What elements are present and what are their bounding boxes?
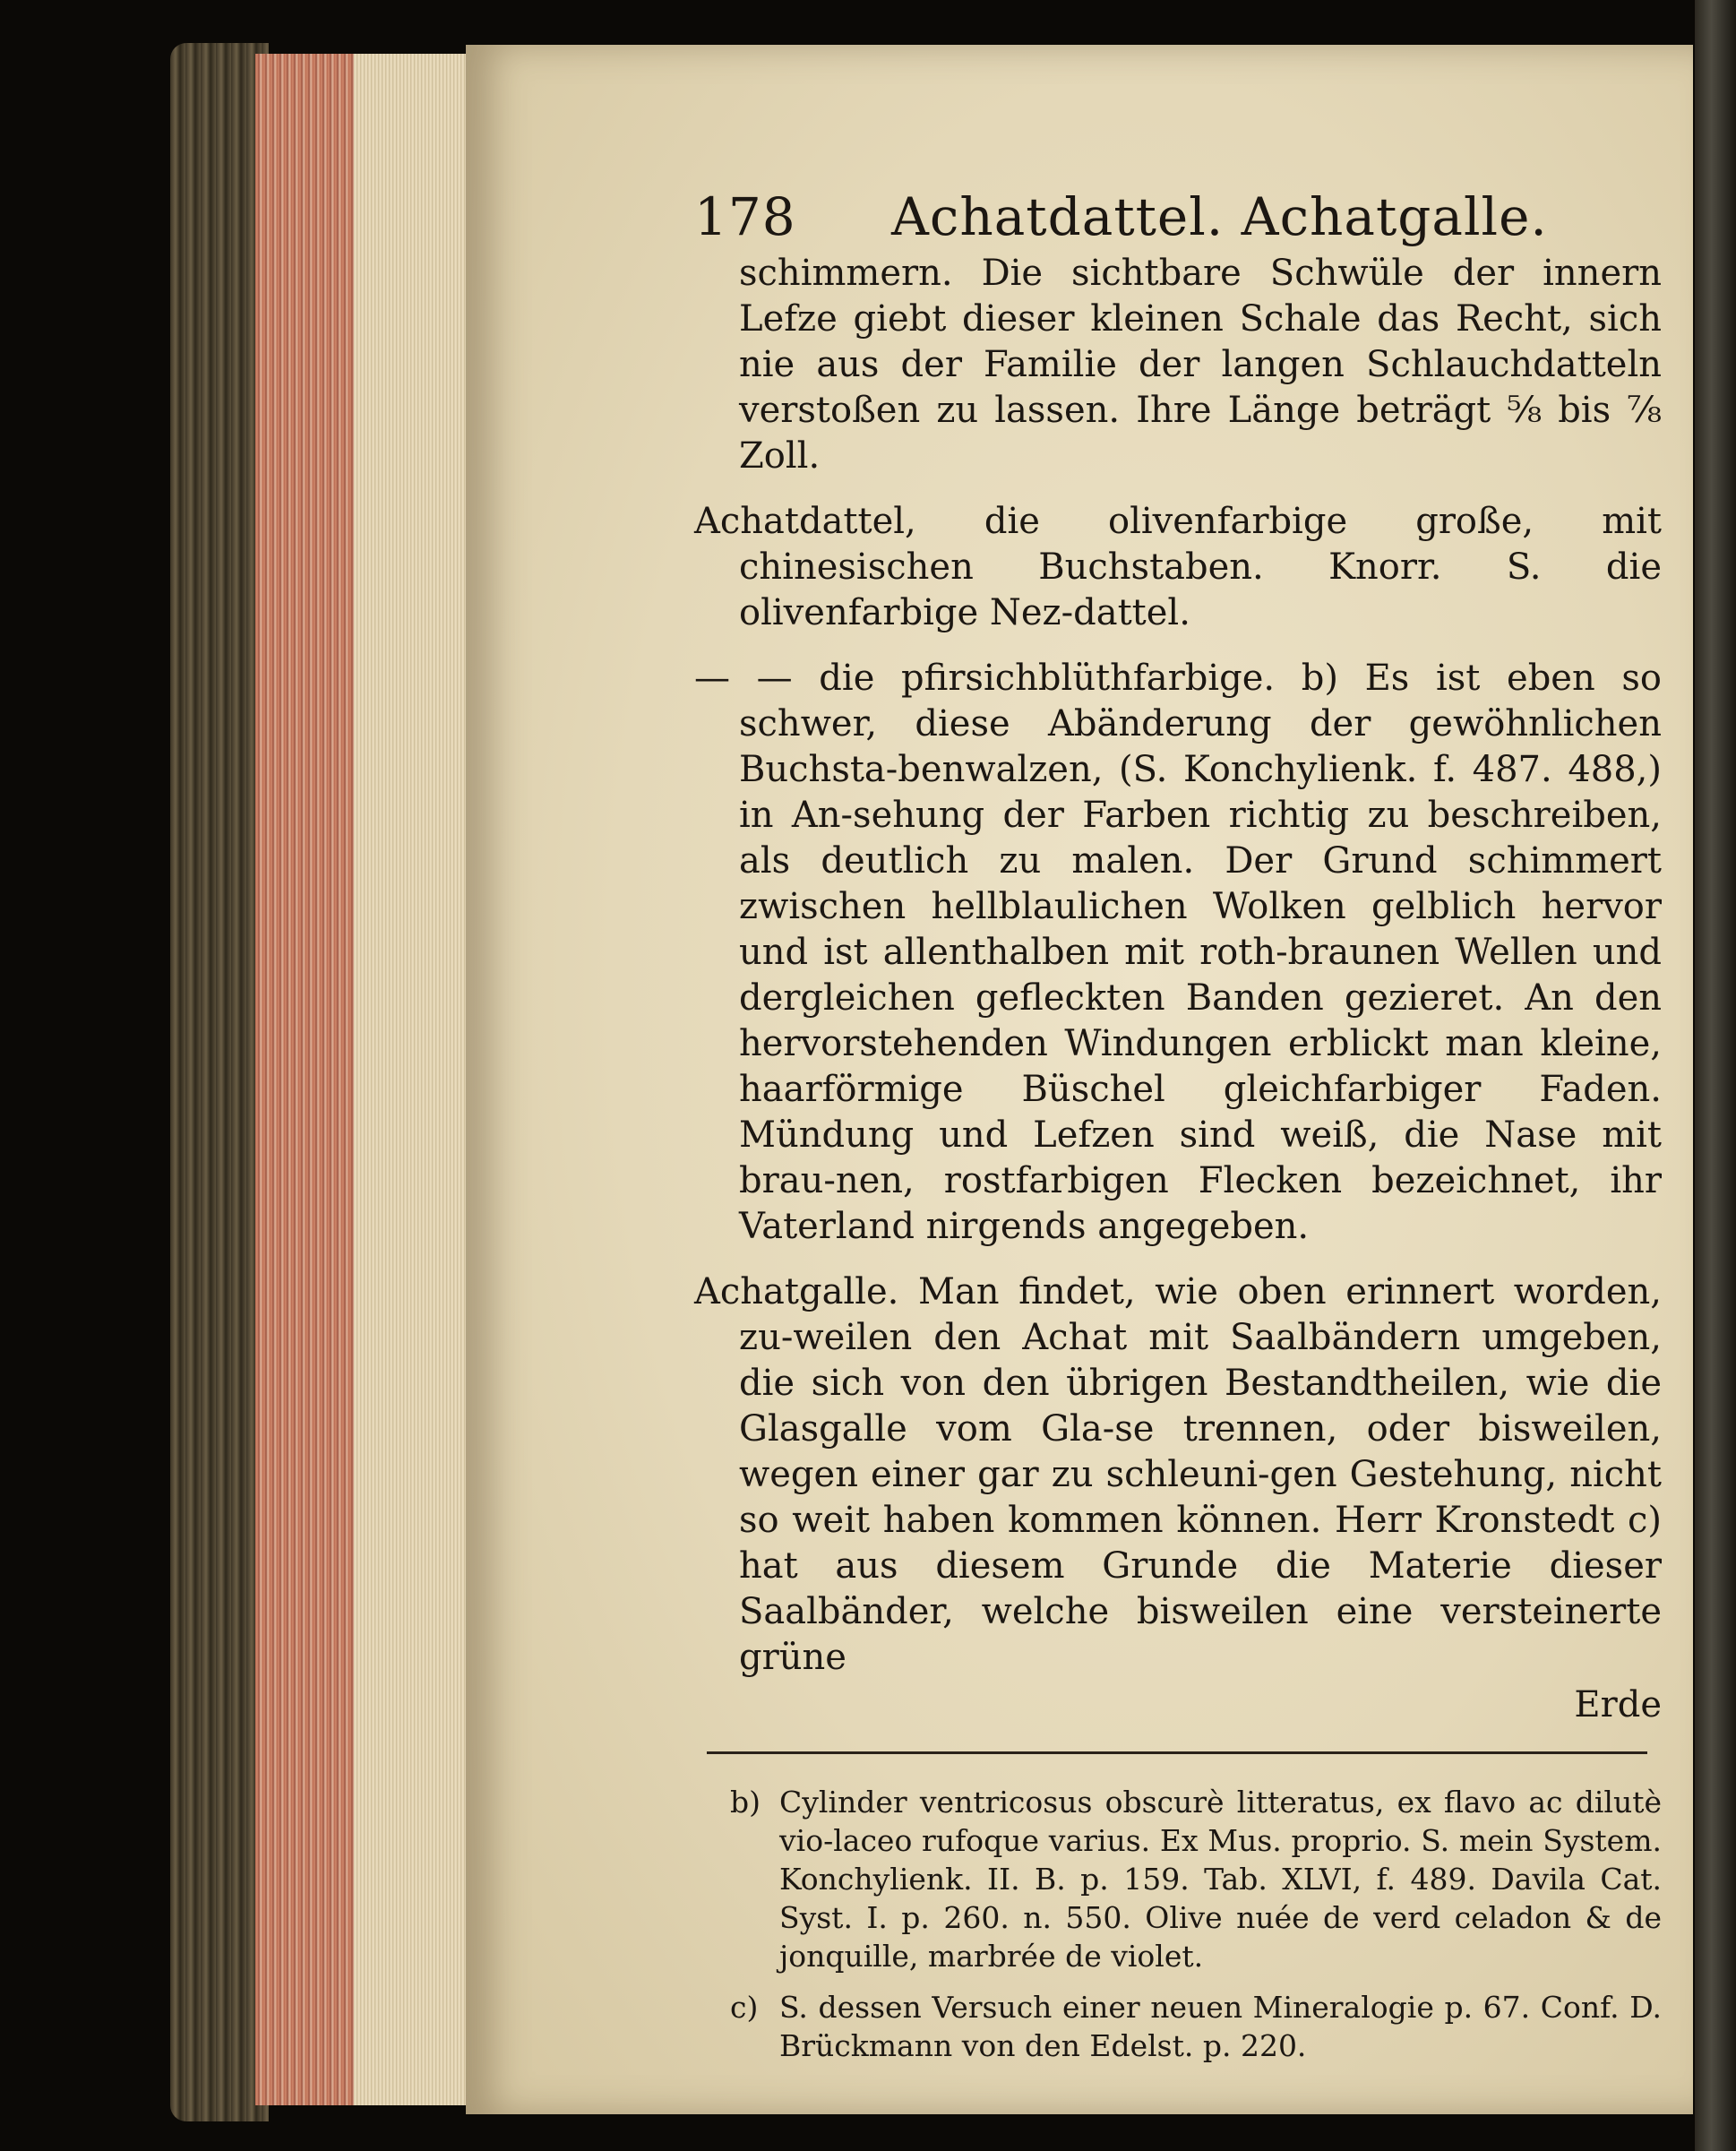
facing-page-edge (1695, 0, 1736, 2151)
footnote-b (730, 1783, 1662, 1975)
page-content (694, 179, 1662, 2078)
footnote-rule (707, 1751, 1647, 1754)
page-edges (255, 54, 470, 2105)
entry-achatgalle: Achatgalle. Man findet, wie oben erinnert worden, zu-weilen den Achat mit Saalbändern umgeben, die sich von den übrigen Bestandtheilen, wie die Glasgalle vom Gla-se trennen, oder bisweilen, wegen einer gar zu schleuni-gen Gestehung, nicht so weit haben kommen können. Herr Kronstedt c) hat aus diesem Grunde die Materie dieser Saalbänder, welche bisweilen eine versteinerte grüne (694, 1271, 1662, 1678)
footnote-mark: c) (730, 1990, 759, 2025)
footnote-text: Cylinder ventricosus obscurè litteratus, ex flavo ac dilutè vio-laceo rufoque varius. Ex Mus. proprio. S. mein System. Konchylienk. II. B. p. 159. Tab. XLVI, f. 489. Davila Cat. Syst. I. p. 260. n. 550. Olive nuée de verd celadon & de jonquille, marbrée de violet. (779, 1785, 1662, 1974)
footnotes (694, 1783, 1662, 2065)
footnote-mark: b) (730, 1785, 761, 1820)
footnote-text: S. dessen Versuch einer neuen Mineralogie p. 67. Conf. D. Brückmann von den Edelst. p. 220. (779, 1990, 1662, 2063)
entry-pfirsichbluethfarbige: — — die pfirsichblüthfarbige. b) Es ist eben so schwer, diese Abänderung der gewöhnlichen Buchsta-benwalzen, (S. Konchylienk. f. 487. 488,) in An-sehung der Farben richtig zu beschreiben, als deutlich zu malen. Der Grund schimmert zwischen hellblaulichen Wolken gelblich hervor und ist allenthalben mit roth-braunen Wellen und dergleichen gefleckten Banden gezieret. An den hervorstehenden Windungen erblickt man kleine, haarförmige Büschel gleichfarbiger Faden. Mündung und Lefzen sind weiß, die Nase mit brau-nen, rostfarbigen Flecken bezeichnet, ihr Vaterland nirgends angegeben. (694, 658, 1662, 1247)
paragraph-continuation: schimmern. Die sichtbare Schwüle der innern Lefze giebt dieser kleinen Schale das Recht, sich nie aus der Familie der langen Schlauchdatteln verstoßen zu lassen. Ihre Länge beträgt ⅝ bis ⅞ Zoll. (739, 253, 1662, 477)
running-header (694, 179, 1662, 251)
running-head-title: Achatdattel. Achatgalle. (891, 186, 1548, 247)
footnote-c (730, 1988, 1662, 2065)
entry-olivenfarbige: Achatdattel, die olivenfarbige große, mit chinesischen Buchstaben. Knorr. S. die olivenfarbige Nez-dattel. (694, 501, 1662, 633)
catchword: Erde (1574, 1684, 1662, 1725)
page-number: 178 (694, 186, 796, 247)
book-spine (170, 43, 269, 2121)
